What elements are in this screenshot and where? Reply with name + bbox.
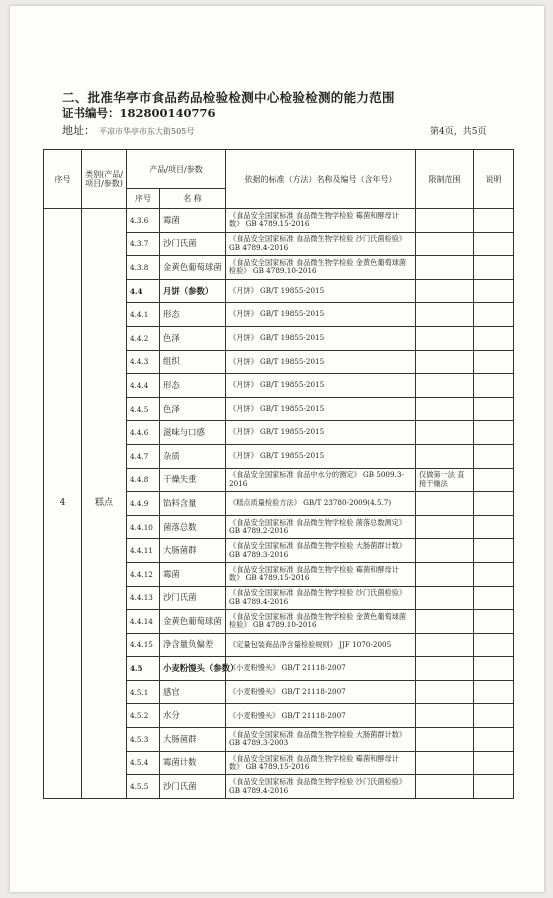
col-item-no: 序号 bbox=[127, 189, 160, 209]
item-remark bbox=[474, 492, 514, 516]
item-no: 4.3.7 bbox=[127, 232, 160, 256]
col-seq: 序号 bbox=[44, 150, 82, 209]
item-limit bbox=[416, 279, 474, 303]
item-limit bbox=[416, 492, 474, 516]
item-name: 馅料含量 bbox=[160, 492, 226, 516]
col-limit: 限制范围 bbox=[416, 150, 474, 209]
item-standard: 《食品安全国家标准 食品微生物学检验 金黄色葡萄球菌检验》 GB 4789.10-2016 bbox=[226, 256, 416, 280]
col-standard: 依据的标准（方法）名称及编号（含年号） bbox=[226, 150, 416, 209]
item-name: 净含量负偏差 bbox=[160, 633, 226, 657]
item-limit bbox=[416, 680, 474, 704]
item-limit bbox=[416, 397, 474, 421]
item-name: 金黄色葡萄球菌 bbox=[160, 256, 226, 280]
item-name: 沙门氏菌 bbox=[160, 775, 226, 799]
item-remark bbox=[474, 586, 514, 610]
item-limit bbox=[416, 728, 474, 752]
item-limit bbox=[416, 704, 474, 728]
item-name: 干燥失重 bbox=[160, 468, 226, 492]
item-limit bbox=[416, 562, 474, 586]
item-name: 霉菌计数 bbox=[160, 751, 226, 775]
item-no: 4.4.7 bbox=[127, 444, 160, 468]
col-item-group: 产品/项目/参数 bbox=[127, 150, 226, 189]
item-remark bbox=[474, 209, 514, 233]
item-limit bbox=[416, 421, 474, 445]
item-no: 4.5.1 bbox=[127, 680, 160, 704]
item-standard: 《食品安全国家标准 食品微生物学检验 霉菌和酵母计数》 GB 4789.15-2016 bbox=[226, 751, 416, 775]
col-remark: 说明 bbox=[474, 150, 514, 209]
item-limit bbox=[416, 515, 474, 539]
item-name: 菌落总数 bbox=[160, 515, 226, 539]
item-remark bbox=[474, 610, 514, 634]
item-no: 4.4.13 bbox=[127, 586, 160, 610]
item-no: 4.5.5 bbox=[127, 775, 160, 799]
item-remark bbox=[474, 279, 514, 303]
address-label: 地址： bbox=[62, 124, 95, 137]
table-row bbox=[44, 209, 514, 233]
item-no: 4.4.10 bbox=[127, 515, 160, 539]
item-limit bbox=[416, 633, 474, 657]
item-name: 组织 bbox=[160, 350, 226, 374]
capability-table bbox=[43, 149, 514, 799]
item-name: 色泽 bbox=[160, 397, 226, 421]
item-standard: 《食品安全国家标准 食品微生物学检验 沙门氏菌检验》 GB 4789.4-2016 bbox=[226, 586, 416, 610]
item-standard: 《月饼》 GB/T 19855-2015 bbox=[226, 279, 416, 303]
item-name: 水分 bbox=[160, 704, 226, 728]
item-standard: 《小麦粉馒头》 GB/T 21118-2007 bbox=[226, 704, 416, 728]
item-name: 形态 bbox=[160, 374, 226, 398]
item-standard: 《食品安全国家标准 食品微生物学检验 沙门氏菌检验》 GB 4789.4-2016 bbox=[226, 775, 416, 799]
item-standard: 《月饼》 GB/T 19855-2015 bbox=[226, 397, 416, 421]
cert-label: 证书编号： bbox=[62, 106, 120, 120]
item-remark bbox=[474, 256, 514, 280]
item-remark bbox=[474, 421, 514, 445]
address bbox=[62, 122, 194, 138]
item-name: 杂质 bbox=[160, 444, 226, 468]
item-standard: 《食品安全国家标准 食品微生物学检验 金黄色葡萄球菌检验》 GB 4789.10-2016 bbox=[226, 610, 416, 634]
row-seq: 4 bbox=[44, 209, 82, 799]
item-name: 沙门氏菌 bbox=[160, 586, 226, 610]
item-standard: 《小麦粉馒头》 GB/T 21118-2007 bbox=[226, 657, 416, 681]
item-no: 4.4.1 bbox=[127, 303, 160, 327]
item-standard: 《月饼》 GB/T 19855-2015 bbox=[226, 303, 416, 327]
item-standard: 《月饼》 GB/T 19855-2015 bbox=[226, 326, 416, 350]
item-remark bbox=[474, 303, 514, 327]
item-no: 4.4 bbox=[127, 279, 160, 303]
address-value: 平凉市华亭市东大街505号 bbox=[99, 127, 195, 136]
item-standard: 《月饼》 GB/T 19855-2015 bbox=[226, 444, 416, 468]
item-standard: 《月饼》 GB/T 19855-2015 bbox=[226, 374, 416, 398]
page-indicator: 第4页，共5页 bbox=[430, 127, 487, 137]
page-title: 二、批准华亭市食品药品检验检测中心检验检测的能力范围 bbox=[62, 90, 395, 105]
item-standard: 《食品安全国家标准 食品微生物学检验 大肠菌群计数》 GB 4789.3-2016 bbox=[226, 539, 416, 563]
item-limit bbox=[416, 232, 474, 256]
item-no: 4.4.3 bbox=[127, 350, 160, 374]
item-limit bbox=[416, 303, 474, 327]
item-no: 4.5 bbox=[127, 657, 160, 681]
item-limit bbox=[416, 256, 474, 280]
item-limit bbox=[416, 775, 474, 799]
item-remark bbox=[474, 657, 514, 681]
item-name: 滋味与口感 bbox=[160, 421, 226, 445]
item-name: 形态 bbox=[160, 303, 226, 327]
item-no: 4.4.12 bbox=[127, 562, 160, 586]
item-limit bbox=[416, 610, 474, 634]
item-no: 4.4.6 bbox=[127, 421, 160, 445]
item-name: 金黄色葡萄球菌 bbox=[160, 610, 226, 634]
item-limit bbox=[416, 657, 474, 681]
item-no: 4.5.4 bbox=[127, 751, 160, 775]
item-limit bbox=[416, 444, 474, 468]
item-remark bbox=[474, 704, 514, 728]
item-name: 月饼（参数） bbox=[160, 279, 226, 303]
document-page bbox=[10, 6, 544, 892]
item-no: 4.3.8 bbox=[127, 256, 160, 280]
item-no: 4.3.6 bbox=[127, 209, 160, 233]
item-remark bbox=[474, 397, 514, 421]
item-standard: 《小麦粉馒头》 GB/T 21118-2007 bbox=[226, 680, 416, 704]
row-category: 糕点 bbox=[82, 209, 127, 799]
item-no: 4.4.14 bbox=[127, 610, 160, 634]
cert-value: 182800140776 bbox=[119, 106, 216, 120]
item-standard: 《食品安全国家标准 食品中水分的测定》 GB 5009.3-2016 bbox=[226, 468, 416, 492]
item-name: 小麦粉馒头（参数） bbox=[160, 657, 226, 681]
item-no: 4.5.2 bbox=[127, 704, 160, 728]
item-name: 大肠菌群 bbox=[160, 728, 226, 752]
item-standard: 《食品安全国家标准 食品微生物学检验 霉菌和酵母计数》 GB 4789.15-2016 bbox=[226, 562, 416, 586]
item-remark bbox=[474, 633, 514, 657]
item-name: 色泽 bbox=[160, 326, 226, 350]
item-standard: 《月饼》 GB/T 19855-2015 bbox=[226, 421, 416, 445]
item-remark bbox=[474, 751, 514, 775]
item-name: 沙门氏菌 bbox=[160, 232, 226, 256]
item-limit bbox=[416, 374, 474, 398]
item-standard: 《糕点质量检验方法》 GB/T 23780-2009(4.5.7) bbox=[226, 492, 416, 516]
item-name: 感官 bbox=[160, 680, 226, 704]
item-limit bbox=[416, 751, 474, 775]
item-no: 4.4.15 bbox=[127, 633, 160, 657]
item-remark bbox=[474, 350, 514, 374]
item-remark bbox=[474, 232, 514, 256]
item-remark bbox=[474, 728, 514, 752]
item-standard: 《食品安全国家标准 食品微生物学检验 沙门氏菌检验》 GB 4789.4-2016 bbox=[226, 232, 416, 256]
item-no: 4.4.2 bbox=[127, 326, 160, 350]
item-no: 4.5.3 bbox=[127, 728, 160, 752]
col-category: 类别(产品/项目/参数) bbox=[82, 150, 127, 209]
item-remark bbox=[474, 326, 514, 350]
item-remark bbox=[474, 680, 514, 704]
item-limit bbox=[416, 209, 474, 233]
item-remark bbox=[474, 374, 514, 398]
item-standard: 《食品安全国家标准 食品微生物学检验 菌落总数测定》 GB 4789.2-2016 bbox=[226, 515, 416, 539]
certificate-number bbox=[62, 105, 216, 121]
item-limit bbox=[416, 586, 474, 610]
item-limit: 仅做第一法 直接干燥法 bbox=[416, 468, 474, 492]
item-remark bbox=[474, 562, 514, 586]
item-no: 4.4.9 bbox=[127, 492, 160, 516]
item-no: 4.4.4 bbox=[127, 374, 160, 398]
item-remark bbox=[474, 444, 514, 468]
item-name: 霉菌 bbox=[160, 562, 226, 586]
item-no: 4.4.11 bbox=[127, 539, 160, 563]
item-standard: 《月饼》 GB/T 19855-2015 bbox=[226, 350, 416, 374]
item-remark bbox=[474, 468, 514, 492]
col-item-name: 名 称 bbox=[160, 189, 226, 209]
item-standard: 《食品安全国家标准 食品微生物学检验 霉菌和酵母计数》 GB 4789.15-2016 bbox=[226, 209, 416, 233]
item-standard: 《食品安全国家标准 食品微生物学检验 大肠菌群计数》 GB 4789.3-2003 bbox=[226, 728, 416, 752]
item-limit bbox=[416, 326, 474, 350]
item-no: 4.4.5 bbox=[127, 397, 160, 421]
item-limit bbox=[416, 350, 474, 374]
item-standard: 《定量包装商品净含量检验规则》 JJF 1070-2005 bbox=[226, 633, 416, 657]
item-name: 大肠菌群 bbox=[160, 539, 226, 563]
item-no: 4.4.8 bbox=[127, 468, 160, 492]
item-remark bbox=[474, 539, 514, 563]
item-name: 霉菌 bbox=[160, 209, 226, 233]
item-limit bbox=[416, 539, 474, 563]
item-remark bbox=[474, 775, 514, 799]
item-remark bbox=[474, 515, 514, 539]
